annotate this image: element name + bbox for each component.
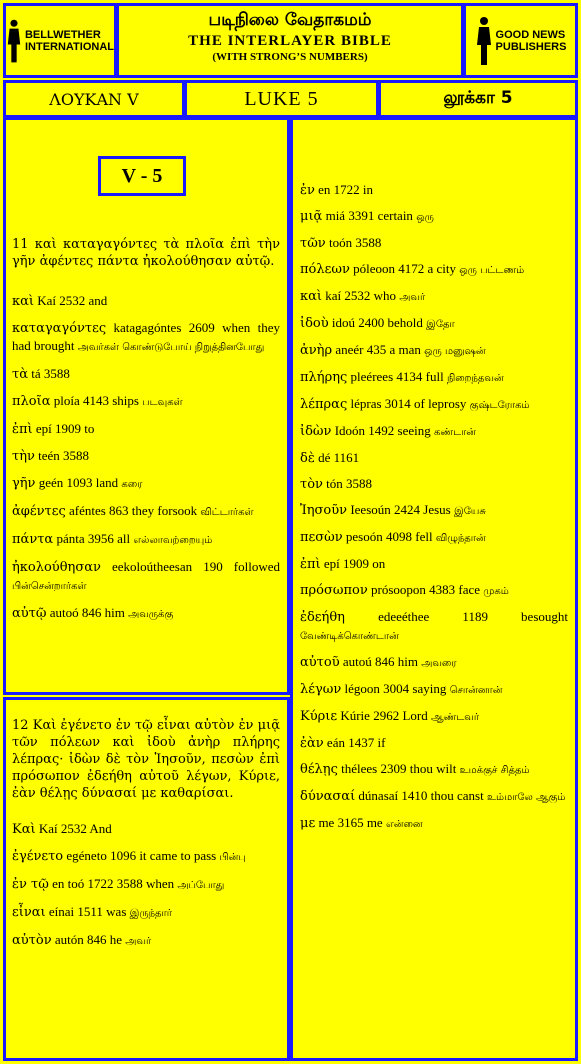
tamil-gloss: வேண்டிக்கொண்டான் xyxy=(300,631,399,642)
greek-word: ἐν τῷ xyxy=(12,877,49,892)
transliteration-number-gloss: Ieesoún 2424 Jesus xyxy=(350,502,451,517)
transliteration-number-gloss: lépras 3014 of leprosy xyxy=(350,396,467,411)
transliteration-number-gloss: tón 3588 xyxy=(326,476,373,491)
left-logo-line1: BELLWETHER xyxy=(24,28,101,41)
verse11-column xyxy=(12,236,280,632)
transliteration-number-gloss: pánta 3956 all xyxy=(56,531,131,546)
transliteration-number-gloss: edeeéthee 1189 besought xyxy=(378,609,568,624)
transliteration-number-gloss: eekoloútheesan 190 followed xyxy=(111,559,281,574)
tamil-gloss: முகம் xyxy=(483,586,509,597)
word-entry xyxy=(12,931,280,950)
tamil-gloss: கரை xyxy=(121,479,143,490)
verse12-word-list-left xyxy=(12,820,280,950)
tamil-gloss: அவர் xyxy=(399,292,426,303)
word-entry xyxy=(300,528,568,547)
word-entry xyxy=(300,234,568,252)
word-entry xyxy=(300,653,568,672)
greek-word: δὲ xyxy=(300,451,315,466)
word-entry xyxy=(12,365,280,383)
word-entry xyxy=(300,475,568,493)
tamil-gloss: என்னை xyxy=(385,819,423,830)
transliteration-number-gloss: Kúrie 2962 Lord xyxy=(340,708,428,723)
greek-word: αὐτοῦ xyxy=(300,655,340,670)
transliteration-number-gloss: dúnasaí 1410 thou canst xyxy=(358,788,484,803)
word-entry xyxy=(300,707,568,726)
transliteration-number-gloss: prósoopon 4383 face xyxy=(371,582,481,597)
tamil-gloss: ஒரு பட்டணம் xyxy=(459,265,525,276)
tamil-gloss: இதோ xyxy=(426,319,455,330)
word-entry xyxy=(300,814,568,833)
greek-word: πλοῖα xyxy=(12,394,51,409)
greek-word: μιᾷ xyxy=(300,209,323,224)
verse12-column xyxy=(12,717,280,959)
tamil-gloss: உம்மாலே ஆகும் xyxy=(486,792,566,803)
transliteration-number-gloss: toón 3588 xyxy=(328,235,382,250)
transliteration-number-gloss: en 1722 in xyxy=(318,182,374,197)
greek-word: πάντα xyxy=(12,532,54,547)
tamil-gloss: ஒரு xyxy=(416,212,434,223)
greek-word: ἐπὶ xyxy=(12,422,33,437)
word-entry xyxy=(12,820,280,838)
greek-word: θέλῃς xyxy=(300,762,338,777)
greek-word: ἀφέντες xyxy=(12,504,66,519)
word-entry xyxy=(12,447,280,465)
tamil-gloss: அவரை xyxy=(421,658,457,669)
figure-icon xyxy=(6,15,22,67)
word-entry xyxy=(300,760,568,779)
greek-word: εἶναι xyxy=(12,905,46,920)
transliteration-number-gloss: thélees 2309 thou wilt xyxy=(341,761,457,776)
title-box xyxy=(116,3,464,78)
word-entry xyxy=(12,847,280,866)
transliteration-number-gloss: autoú 846 him xyxy=(342,654,418,669)
transliteration-number-gloss: dé 1161 xyxy=(318,450,360,465)
left-logo-box xyxy=(3,3,117,78)
tamil-gloss: நிறைந்தவன் xyxy=(446,373,504,384)
word-entry xyxy=(300,260,568,279)
greek-word: δύνασαί xyxy=(300,789,356,804)
transliteration-number-gloss: ploía 4143 ships xyxy=(53,393,139,408)
transliteration-number-gloss: Kaí 2532 And xyxy=(38,821,112,836)
transliteration-number-gloss: epí 1909 to xyxy=(35,421,95,436)
verse12-word-list-right xyxy=(300,181,568,833)
tamil-gloss: படவுகள் xyxy=(142,397,183,408)
greek-word: ἐὰν xyxy=(300,736,324,751)
greek-word: πεσὼν xyxy=(300,530,343,545)
right-logo-line2: PUBLISHERS xyxy=(495,40,567,53)
transliteration-number-gloss: eán 1437 if xyxy=(326,735,386,750)
greek-word: καὶ xyxy=(12,294,35,309)
word-entry xyxy=(300,368,568,387)
greek-word: ἰδοὺ xyxy=(300,316,329,331)
tamil-gloss: அவர்கள் கொண்டுபோய் நிறுத்தினபோது xyxy=(77,342,265,353)
book-greek-cell xyxy=(3,80,185,118)
tamil-gloss: பின்பு xyxy=(219,852,246,863)
transliteration-number-gloss: autoó 846 him xyxy=(49,605,125,620)
greek-word: πλήρης xyxy=(300,370,348,385)
title-tamil: படிநிலை வேதாகமம் xyxy=(208,10,372,30)
greek-word: ἰδὼν xyxy=(300,424,332,439)
tamil-gloss: குஷ்டரோகம் xyxy=(469,400,530,411)
bellwether-logo xyxy=(6,6,114,75)
word-entry xyxy=(300,395,568,414)
word-entry xyxy=(300,581,568,600)
word-entry xyxy=(300,787,568,806)
word-entry xyxy=(300,314,568,333)
transliteration-number-gloss: kaí 2532 who xyxy=(325,288,397,303)
word-entry xyxy=(12,319,280,356)
tamil-gloss: அவருக்கு xyxy=(128,609,174,620)
transliteration-number-gloss: miá 3391 certain xyxy=(325,208,413,223)
tamil-gloss: சொன்னான் xyxy=(449,685,503,696)
greek-word: πρόσωπον xyxy=(300,583,368,598)
greek-word: τὰ xyxy=(12,367,28,382)
word-entry xyxy=(12,292,280,310)
verse12-right-column xyxy=(300,181,568,841)
tamil-gloss: அப்போது xyxy=(177,880,225,891)
tamil-gloss: பின்சென்றார்கள் xyxy=(12,581,87,592)
word-entry xyxy=(12,392,280,411)
word-entry xyxy=(300,449,568,467)
transliteration-number-gloss: aneér 435 a man xyxy=(335,342,421,357)
word-entry xyxy=(12,558,280,595)
transliteration-number-gloss: pleérees 4134 full xyxy=(350,369,444,384)
greek-word: λέπρας xyxy=(300,397,348,412)
greek-word: ἀνὴρ xyxy=(300,343,333,358)
word-entry xyxy=(300,555,568,573)
transliteration-number-gloss: légoon 3004 saying xyxy=(344,681,447,696)
word-entry xyxy=(300,422,568,441)
tamil-gloss: அவர் xyxy=(125,936,152,947)
word-entry xyxy=(300,680,568,699)
right-logo-line1: GOOD NEWS xyxy=(495,28,566,41)
transliteration-number-gloss: epí 1909 on xyxy=(323,556,386,571)
greek-word: ἐπὶ xyxy=(300,557,321,572)
book-english-cell xyxy=(184,80,379,118)
transliteration-number-gloss: teén 3588 xyxy=(38,448,90,463)
transliteration-number-gloss: en toó 1722 3588 when xyxy=(52,876,175,891)
tamil-gloss: இருந்தார் xyxy=(129,908,172,919)
book-tamil: லூக்கா 5 xyxy=(443,88,513,108)
greek-word: Κύριε xyxy=(300,709,338,724)
tamil-gloss: விட்டார்கள் xyxy=(200,507,254,518)
transliteration-number-gloss: tá 3588 xyxy=(31,366,70,381)
tamil-gloss: உமக்குச் சித்தம் xyxy=(459,765,530,776)
word-entry xyxy=(300,207,568,226)
verse11-text: 11 καὶ καταγαγόντες τὰ πλοῖα ἐπὶ τὴν γῆν ἀφέντες πάντα ἠκολούθησαν αὐτῷ. xyxy=(12,237,280,269)
greek-word: πόλεων xyxy=(300,262,350,277)
word-entry xyxy=(300,501,568,520)
transliteration-number-gloss: egéneto 1096 it came to pass xyxy=(66,848,217,863)
greek-word: ἐν xyxy=(300,183,315,198)
tamil-gloss: ஒரு மனுஷன் xyxy=(424,346,486,357)
word-entry xyxy=(12,875,280,894)
transliteration-number-gloss: pesoón 4098 fell xyxy=(345,529,433,544)
transliteration-number-gloss: aféntes 863 they forsook xyxy=(68,503,198,518)
greek-word: αὐτῷ xyxy=(12,606,47,621)
greek-word: τὴν xyxy=(12,449,35,464)
word-entry xyxy=(12,420,280,438)
transliteration-number-gloss: geén 1093 land xyxy=(38,475,119,490)
greek-word: ἐγένετο xyxy=(12,849,64,864)
word-entry xyxy=(12,604,280,623)
tamil-gloss: இயேசு xyxy=(453,506,486,517)
transliteration-number-gloss: idoú 2400 behold xyxy=(331,315,423,330)
greek-word: καὶ xyxy=(300,289,323,304)
word-entry xyxy=(300,287,568,306)
book-greek: ΛΟΥΚΑΝ V xyxy=(49,89,139,109)
transliteration-number-gloss: me 3165 me xyxy=(318,815,383,830)
word-entry xyxy=(300,608,568,645)
figure-icon xyxy=(475,15,493,67)
greek-word: καταγαγόντες xyxy=(12,321,107,336)
transliteration-number-gloss: katagagóntes 2609 when they had brought xyxy=(12,320,281,353)
transliteration-number-gloss: Kaí 2532 and xyxy=(37,293,108,308)
word-entry xyxy=(300,734,568,752)
transliteration-number-gloss: eínai 1511 was xyxy=(48,904,127,919)
tamil-gloss: விழுந்தான் xyxy=(435,533,486,544)
greek-word: τῶν xyxy=(300,236,326,251)
tamil-gloss: ஆண்டவர் xyxy=(430,712,480,723)
greek-word: ἠκολούθησαν xyxy=(12,560,101,575)
greek-word: ἐδεήθη xyxy=(300,610,345,625)
chapter-tag: V - 5 xyxy=(98,156,186,196)
word-entry xyxy=(12,474,280,493)
verse11-word-list xyxy=(12,292,280,623)
title-subtitle: (WITH STRONG’S NUMBERS) xyxy=(212,51,368,63)
title-english: THE INTERLAYER BIBLE xyxy=(188,33,392,49)
greek-word: με xyxy=(300,816,316,831)
right-logo-box xyxy=(463,3,578,78)
transliteration-number-gloss: Idoón 1492 seeing xyxy=(334,423,431,438)
word-entry xyxy=(12,903,280,922)
book-english: LUKE 5 xyxy=(244,87,319,110)
transliteration-number-gloss: autón 846 he xyxy=(54,932,123,947)
greek-word: Ἰησοῦν xyxy=(300,503,348,518)
word-entry xyxy=(300,181,568,199)
goodnews-logo xyxy=(466,6,575,75)
left-logo-line2: INTERNATIONAL xyxy=(24,40,114,53)
book-tamil-cell xyxy=(378,80,578,118)
tamil-gloss: எல்லாவற்றையும் xyxy=(133,535,213,546)
verse12-text: 12 Καὶ ἐγένετο ἐν τῷ εἶναι αὐτὸν ἐν μιᾷ τῶν πόλεων καὶ ἰδοὺ ἀνὴρ πλήρης λέπρας· ἰδὼν δὲ τὸν Ἰησοῦν, πεσὼν ἐπὶ πρόσωπον ἐδεήθη αὐτοῦ λέγων, Κύριε, ἐὰν θέλῃς δύνασαί με καθαρίσαι. xyxy=(12,718,280,801)
word-entry xyxy=(300,341,568,360)
greek-word: γῆν xyxy=(12,476,36,491)
tamil-gloss: கண்டான் xyxy=(433,427,476,438)
word-entry xyxy=(12,502,280,521)
word-entry xyxy=(12,530,280,549)
greek-word: τὸν xyxy=(300,477,323,492)
greek-word: Καὶ xyxy=(12,822,36,837)
greek-word: λέγων xyxy=(300,682,342,697)
greek-word: αὐτὸν xyxy=(12,933,52,948)
transliteration-number-gloss: póleoon 4172 a city xyxy=(353,261,457,276)
